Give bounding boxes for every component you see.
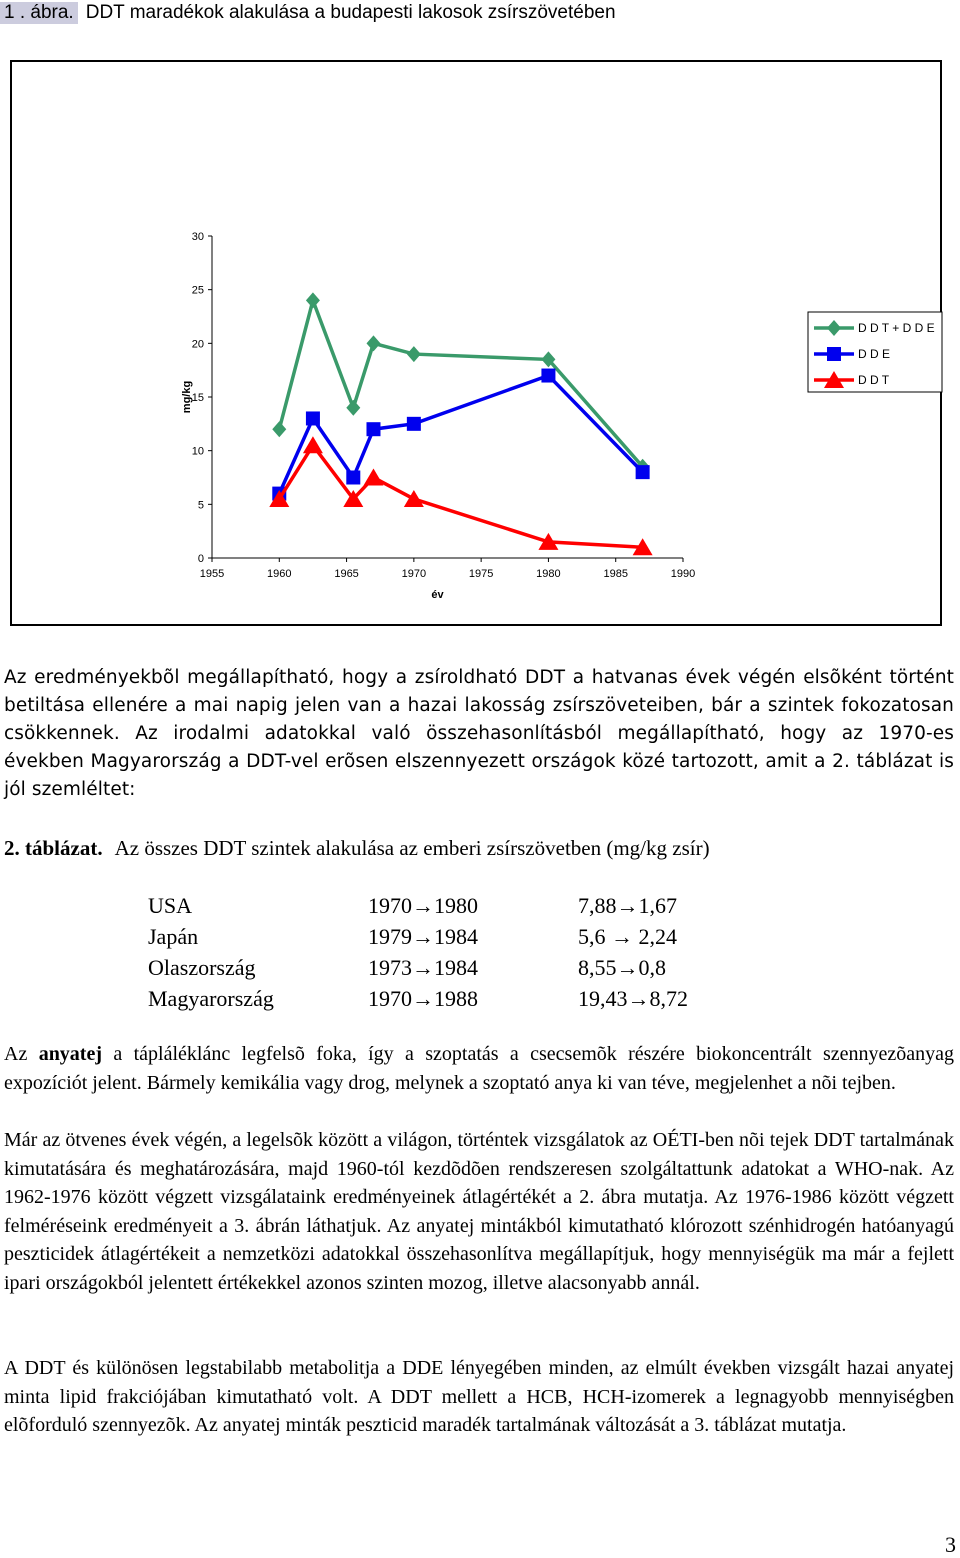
y-tick-label: 25 <box>191 284 204 297</box>
data-point-ddt-dde <box>407 346 421 362</box>
data-point-ddt-dde <box>306 292 320 308</box>
data-point-ddt-dde <box>366 335 380 351</box>
table-row <box>148 890 738 921</box>
x-tick-label: 1955 <box>199 568 225 580</box>
data-point-dde <box>407 417 421 431</box>
figure-label: 1 . ábra. <box>0 2 78 24</box>
legend-label: D D T <box>858 373 890 387</box>
data-point-ddt <box>404 490 424 507</box>
paragraph-metabolites: A DDT és különösen legstabilabb metabolitja a DDE lényegében minden, az elmúlt években vizsgált hazai anyatej minta lipid frakciójában kimutatható volt. A DDT mellett a HCB, HCH-izomerek a legnagyobb mennyiségben elõforduló szennyezõk. Az anyatej minták peszticid maradék tartalmának változását a 3. táblázat mutatja. <box>4 1357 954 1437</box>
figure-title-text: DDT maradékok alakulása a budapesti lakosok zsírszövetében <box>85 2 616 23</box>
table-row <box>148 921 738 952</box>
table-cell-years: 1970→1988 <box>368 985 478 1011</box>
table-cell-years: 1979→1984 <box>368 923 478 949</box>
data-point-dde <box>541 369 555 383</box>
y-tick-label: 30 <box>191 231 204 243</box>
paragraph-breastmilk-post: a tápláléklánc legfelsõ foka, így a szoptatás a csecsemõk részére biokoncentrált szennyezõanyag expozíciót jelent. Bármely kemikália vagy drog, melynek a szoptató anya ki van téve, megjelenhet a nõi tejben. <box>4 1043 955 1094</box>
paragraph-breastmilk-bold: anyatej <box>38 1043 103 1065</box>
table-cell-country: USA <box>148 892 193 918</box>
table-caption <box>4 836 954 861</box>
y-axis-label: mg/kg <box>181 380 193 414</box>
legend-marker <box>827 347 841 361</box>
paragraph-breastmilk <box>4 1040 954 1097</box>
data-point-ddt-dde <box>272 421 286 437</box>
data-point-ddt-dde <box>346 400 360 416</box>
table-row <box>148 952 738 983</box>
x-tick-label: 1965 <box>334 568 359 580</box>
table-cell-country: Magyarország <box>148 985 274 1011</box>
x-tick-label: 1970 <box>401 568 427 580</box>
x-tick-label: 1975 <box>468 568 494 580</box>
x-tick-label: 1990 <box>670 568 696 580</box>
data-point-dde <box>636 465 650 479</box>
table-cell-country: Olaszország <box>148 954 256 980</box>
paragraph-studies: Már az ötvenes évek végén, a legelsõk között a világon, történtek vizsgálatok az OÉTI-ben nõi tejek DDT tartalmának kimutatására és meghatározására, majd 1960-tól kezdõdõen rendszeresen szolgáltattunk adatokat a WHO-nak. Az 1962-1976 között végzett vizsgálataink eredményeinek átlagértékét a 2. ábra mutatja. Az 1976-1986 között végzett felméréseink eredményeit a 3. ábrán láthatjuk. Az anyatej mintákból kimutatható klórozott szénhidrogén hatóanyagú peszticidek átlagértékeit a nemzetközi adatokkal összehasonlítva megállapítjuk, hogy mennyiségük ma már a fejlett ipari országokból jelentett értékekkel azonos szinten mozog, illetve alacsonyabb annál. <box>4 1129 954 1294</box>
y-tick-label: 20 <box>191 338 204 351</box>
data-point-dde <box>366 422 380 436</box>
table-label: 2. táblázat. <box>4 836 103 860</box>
ddt-levels-table <box>148 890 738 1014</box>
ddt-line-chart <box>12 62 944 628</box>
x-tick-label: 1985 <box>603 568 628 580</box>
table-cell-values: 5,6 → 2,24 <box>578 923 677 949</box>
y-tick-label: 5 <box>197 499 204 512</box>
data-point-ddt <box>363 469 383 486</box>
x-tick-label: 1960 <box>267 568 292 580</box>
table-cell-years: 1970→1980 <box>368 892 478 918</box>
table-title-text: Az összes DDT szintek alakulása az emberi zsírszövetben (mg/kg zsír) <box>114 836 710 860</box>
page-number: 3 <box>945 1532 956 1557</box>
table-cell-values: 8,55→0,8 <box>578 954 666 980</box>
figure-title <box>0 0 960 24</box>
table-cell-values: 7,88→1,67 <box>578 892 677 918</box>
data-point-dde <box>306 411 320 425</box>
data-point-ddt <box>303 436 323 453</box>
table-cell-years: 1973→1984 <box>368 954 478 980</box>
table-cell-values: 19,43→8,72 <box>578 985 688 1011</box>
y-tick-label: 10 <box>191 445 204 458</box>
legend-label: D D E <box>858 347 891 361</box>
legend-label: D D T + D D E <box>858 321 935 335</box>
x-tick-label: 1980 <box>536 568 561 580</box>
y-tick-label: 15 <box>191 392 204 404</box>
table-row <box>148 983 738 1014</box>
series-line-ddt-dde <box>279 300 642 466</box>
y-tick-label: 0 <box>197 553 204 565</box>
data-point-dde <box>346 471 360 485</box>
paragraph-results: Az eredményekbõl megállapítható, hogy a zsíroldható DDT a hatvanas évek végén elsõként történt betiltása ellenére a mai napig jelen van a hazai lakosság zsírszöveteiben, bár a szintek fokozatosan csökkennek. Az irodalmi adatokkal való összehasonlításból megállapítható, hogy az 1970-es években Magyarország a DDT-vel erõsen elszennyezett országok közé tartozott, amit a 2. táblázat is jól szemléltet: <box>4 667 954 800</box>
table-cell-country: Japán <box>148 923 199 949</box>
paragraph-breastmilk-pre: Az <box>4 1043 39 1065</box>
x-axis-label: év <box>431 589 444 601</box>
chart-frame <box>10 60 942 626</box>
series-line-ddt <box>279 445 642 547</box>
